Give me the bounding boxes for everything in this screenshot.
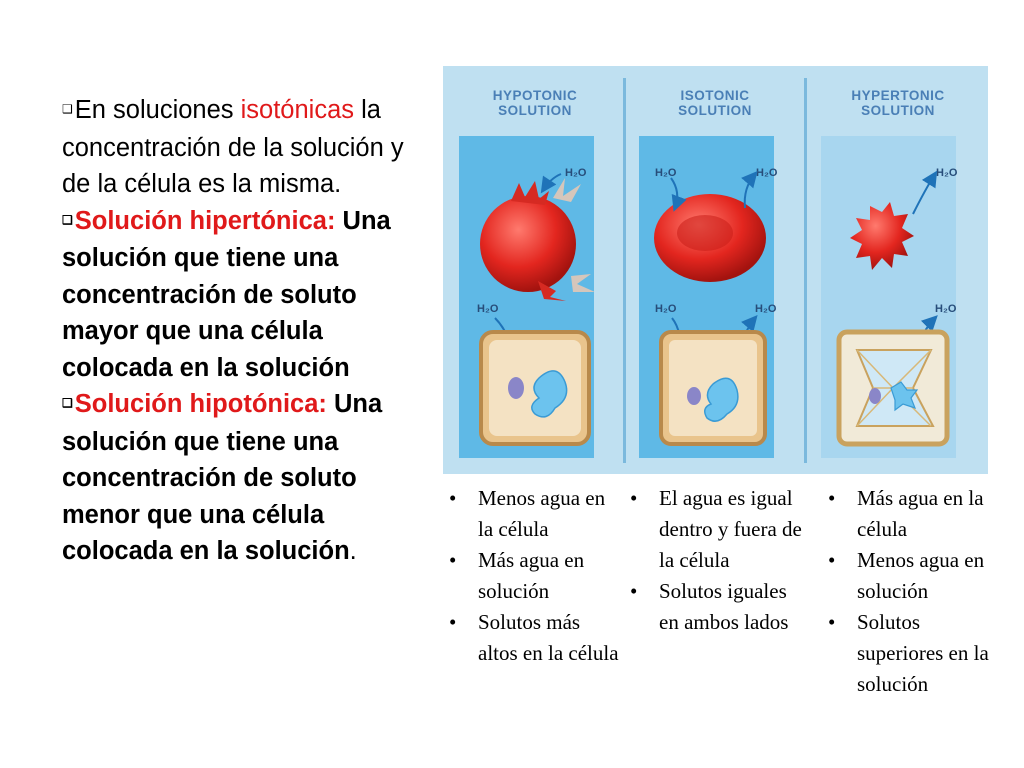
- list-item: • Menos agua en solución: [828, 545, 1008, 607]
- hypotonic-caption-list: [449, 483, 619, 669]
- list-item: • Más agua en solución: [449, 545, 619, 607]
- hypertonic-plant-cell-icon: [839, 332, 947, 444]
- isotonic-plant-cell-icon: [661, 332, 765, 444]
- svg-text:H₂O: H₂O: [755, 303, 777, 315]
- hypotonic-paragraph: [62, 386, 432, 570]
- square-bullet-icon: ❑: [62, 102, 73, 117]
- hypertonic-title-label: HYPERTONIC SOLUTION: [851, 88, 945, 118]
- list-item: • Solutos superiores en la solución: [828, 607, 1008, 700]
- definitions-text: [62, 92, 432, 570]
- list-item: • Solutos iguales en ambos lados: [630, 576, 810, 638]
- list-item: • Menos agua en la célula: [449, 483, 619, 545]
- svg-text:H₂O: H₂O: [477, 303, 499, 315]
- svg-text:H₂O: H₂O: [655, 167, 677, 179]
- hypotonic-body: Una solución que tiene una concentración de soluto menor que una célula colocada en la solución: [62, 390, 383, 566]
- svg-text:H₂O: H₂O: [655, 303, 677, 315]
- list-item: • Solutos más altos en la célula: [449, 607, 619, 669]
- svg-text:H₂O: H₂O: [936, 167, 958, 179]
- list-item: • El agua es igual dentro y fuera de la célula: [630, 483, 810, 576]
- svg-text:H₂O: H₂O: [565, 167, 587, 179]
- hypertonic-caption-list: [828, 483, 1008, 700]
- hypertonic-body: Una solución que tiene una concentración de soluto mayor que una célula colocada en la solución: [62, 206, 391, 382]
- square-bullet-icon: ❑: [62, 212, 73, 227]
- hypotonic-title: Solución hipotónica:: [74, 390, 327, 419]
- svg-text:H₂O: H₂O: [756, 167, 778, 179]
- isotonic-caption-list: [630, 483, 810, 638]
- list-item: • Más agua en la célula: [828, 483, 1008, 545]
- svg-text:H₂O: H₂O: [935, 303, 957, 315]
- isotonic-prefix: En soluciones: [74, 96, 241, 124]
- shriveled-red-cell-icon: [850, 202, 914, 270]
- isotonic-highlight: isotónicas: [240, 96, 355, 124]
- isotonic-title-label: ISOTONIC SOLUTION: [678, 88, 752, 118]
- square-bullet-icon: ❑: [62, 396, 73, 411]
- hypotonic-title-label: HYPOTONIC SOLUTION: [492, 88, 578, 118]
- isotonic-paragraph: [62, 92, 432, 203]
- hypotonic-period: .: [349, 537, 357, 566]
- isotonic-rest: la concentración de la solución y de la célula es la misma.: [62, 96, 404, 199]
- tonicity-figure: [443, 66, 988, 474]
- hypertonic-paragraph: [62, 203, 432, 387]
- hypertonic-title: Solución hipertónica:: [74, 206, 336, 235]
- hypotonic-plant-cell-icon: [481, 332, 589, 444]
- swollen-red-cell-icon: [480, 178, 595, 301]
- cell-illustrations: [443, 66, 988, 474]
- normal-red-cell-icon: [654, 194, 766, 282]
